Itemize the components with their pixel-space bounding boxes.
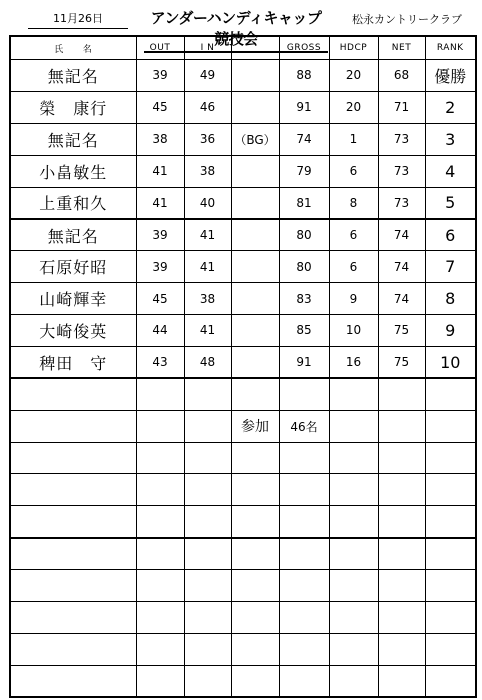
empty-row — [10, 378, 476, 410]
empty-cell — [184, 601, 231, 633]
table-row — [10, 315, 476, 347]
empty-cell — [184, 474, 231, 506]
table-row — [10, 155, 476, 187]
gross-score: 85 — [279, 315, 329, 347]
empty-cell — [10, 506, 136, 538]
table-row — [10, 91, 476, 123]
player-name: 山崎輝幸 — [10, 283, 136, 315]
empty-cell — [136, 633, 184, 665]
in-score: 38 — [184, 155, 231, 187]
empty-cell — [184, 633, 231, 665]
rank-value: 10 — [425, 346, 476, 378]
column-header-out: OUT — [136, 36, 184, 60]
out-score: 45 — [136, 91, 184, 123]
in-score: 41 — [184, 251, 231, 283]
empty-cell — [425, 601, 476, 633]
empty-row — [10, 474, 476, 506]
empty-cell — [425, 474, 476, 506]
empty-cell — [279, 378, 329, 410]
note-cell — [231, 60, 279, 92]
empty-cell — [279, 474, 329, 506]
participant-count: 46名 — [279, 410, 329, 442]
empty-cell — [378, 506, 425, 538]
empty-cell — [231, 442, 279, 474]
player-name: 無記名 — [10, 219, 136, 251]
empty-cell — [136, 474, 184, 506]
empty-cell — [378, 442, 425, 474]
net-score: 74 — [378, 219, 425, 251]
empty-cell — [231, 601, 279, 633]
gross-score: 81 — [279, 187, 329, 219]
empty-cell — [329, 474, 378, 506]
empty-row — [10, 601, 476, 633]
in-score: 49 — [184, 60, 231, 92]
gross-score: 80 — [279, 219, 329, 251]
column-header-name: 氏 名 — [10, 36, 136, 60]
empty-row — [10, 442, 476, 474]
note-cell — [231, 155, 279, 187]
rank-value: 優勝 — [425, 60, 476, 92]
note-cell: （BG） — [231, 123, 279, 155]
rank-value: 3 — [425, 123, 476, 155]
gross-score: 91 — [279, 91, 329, 123]
empty-cell — [279, 570, 329, 602]
in-score: 48 — [184, 346, 231, 378]
empty-cell — [378, 474, 425, 506]
empty-cell — [378, 410, 425, 442]
out-score: 45 — [136, 283, 184, 315]
in-score: 46 — [184, 91, 231, 123]
empty-cell — [184, 506, 231, 538]
net-score: 73 — [378, 155, 425, 187]
rank-value: 7 — [425, 251, 476, 283]
empty-cell — [329, 633, 378, 665]
empty-cell — [425, 665, 476, 697]
participation-row — [10, 410, 476, 442]
empty-cell — [231, 538, 279, 570]
empty-cell — [279, 506, 329, 538]
empty-cell — [10, 570, 136, 602]
net-score: 75 — [378, 315, 425, 347]
empty-cell — [425, 633, 476, 665]
gross-score: 74 — [279, 123, 329, 155]
empty-cell — [10, 538, 136, 570]
rank-value: 4 — [425, 155, 476, 187]
net-score: 74 — [378, 251, 425, 283]
table-row — [10, 123, 476, 155]
empty-cell — [231, 474, 279, 506]
in-score: 38 — [184, 283, 231, 315]
empty-row — [10, 633, 476, 665]
empty-cell — [184, 665, 231, 697]
net-score: 73 — [378, 187, 425, 219]
hdcp-value: 8 — [329, 187, 378, 219]
empty-cell — [184, 378, 231, 410]
empty-cell — [231, 665, 279, 697]
empty-cell — [329, 601, 378, 633]
rank-value: 9 — [425, 315, 476, 347]
column-header-hdcp: HDCP — [329, 36, 378, 60]
empty-cell — [136, 378, 184, 410]
empty-row — [10, 538, 476, 570]
empty-cell — [231, 378, 279, 410]
empty-cell — [136, 442, 184, 474]
empty-cell — [231, 570, 279, 602]
column-header-gross: GROSS — [279, 36, 329, 60]
column-header-net: NET — [378, 36, 425, 60]
player-name: 石原好昭 — [10, 251, 136, 283]
column-header-note — [231, 36, 279, 60]
empty-cell — [136, 506, 184, 538]
player-name: 榮 康行 — [10, 91, 136, 123]
empty-cell — [329, 665, 378, 697]
table-row — [10, 251, 476, 283]
empty-cell — [10, 665, 136, 697]
player-name: 無記名 — [10, 123, 136, 155]
empty-cell — [329, 538, 378, 570]
empty-cell — [425, 410, 476, 442]
net-score: 68 — [378, 60, 425, 92]
note-cell — [231, 91, 279, 123]
player-name: 小畠敏生 — [10, 155, 136, 187]
empty-cell — [329, 570, 378, 602]
hdcp-value: 20 — [329, 91, 378, 123]
empty-cell — [279, 601, 329, 633]
empty-cell — [10, 442, 136, 474]
out-score: 41 — [136, 155, 184, 187]
table-row — [10, 187, 476, 219]
empty-row — [10, 570, 476, 602]
event-date: 11月26日 — [28, 10, 128, 29]
gross-score: 83 — [279, 283, 329, 315]
empty-cell — [425, 506, 476, 538]
empty-cell — [279, 442, 329, 474]
column-header-rank: RANK — [425, 36, 476, 60]
empty-cell — [136, 665, 184, 697]
empty-cell — [10, 378, 136, 410]
results-table — [9, 35, 477, 698]
rank-value: 2 — [425, 91, 476, 123]
out-score: 39 — [136, 251, 184, 283]
empty-cell — [329, 378, 378, 410]
empty-cell — [378, 665, 425, 697]
empty-cell — [279, 538, 329, 570]
empty-cell — [136, 410, 184, 442]
note-cell — [231, 219, 279, 251]
empty-cell — [279, 665, 329, 697]
table-row — [10, 283, 476, 315]
empty-cell — [378, 570, 425, 602]
gross-score: 88 — [279, 60, 329, 92]
in-score: 41 — [184, 315, 231, 347]
empty-cell — [184, 442, 231, 474]
net-score: 75 — [378, 346, 425, 378]
empty-cell — [329, 506, 378, 538]
gross-score: 79 — [279, 155, 329, 187]
empty-cell — [184, 538, 231, 570]
out-score: 44 — [136, 315, 184, 347]
empty-cell — [184, 410, 231, 442]
page-title: アンダーハンディキャップ競技会 — [144, 7, 328, 53]
empty-cell — [425, 538, 476, 570]
empty-cell — [10, 601, 136, 633]
player-name: 無記名 — [10, 60, 136, 92]
empty-row — [10, 506, 476, 538]
player-name: 大崎俊英 — [10, 315, 136, 347]
empty-cell — [378, 633, 425, 665]
empty-cell — [136, 538, 184, 570]
empty-cell — [425, 378, 476, 410]
net-score: 71 — [378, 91, 425, 123]
note-cell — [231, 187, 279, 219]
hdcp-value: 6 — [329, 155, 378, 187]
empty-cell — [231, 506, 279, 538]
table-row — [10, 60, 476, 92]
net-score: 74 — [378, 283, 425, 315]
participation-label: 参加 — [231, 410, 279, 442]
empty-cell — [329, 410, 378, 442]
rank-value: 8 — [425, 283, 476, 315]
column-header-in: I N — [184, 36, 231, 60]
out-score: 43 — [136, 346, 184, 378]
gross-score: 91 — [279, 346, 329, 378]
empty-cell — [10, 474, 136, 506]
in-score: 40 — [184, 187, 231, 219]
in-score: 41 — [184, 219, 231, 251]
empty-cell — [378, 538, 425, 570]
empty-cell — [425, 570, 476, 602]
player-name: 上重和久 — [10, 187, 136, 219]
player-name: 稗田 守 — [10, 346, 136, 378]
out-score: 41 — [136, 187, 184, 219]
table-header-row — [10, 36, 476, 60]
empty-row — [10, 665, 476, 697]
venue-name: 松永カントリークラブ — [352, 13, 462, 26]
hdcp-value: 16 — [329, 346, 378, 378]
rank-value: 6 — [425, 219, 476, 251]
hdcp-value: 1 — [329, 123, 378, 155]
hdcp-value: 9 — [329, 283, 378, 315]
hdcp-value: 6 — [329, 219, 378, 251]
out-score: 39 — [136, 60, 184, 92]
gross-score: 80 — [279, 251, 329, 283]
note-cell — [231, 283, 279, 315]
out-score: 39 — [136, 219, 184, 251]
note-cell — [231, 251, 279, 283]
empty-cell — [231, 633, 279, 665]
empty-cell — [279, 633, 329, 665]
hdcp-value: 6 — [329, 251, 378, 283]
empty-cell — [184, 570, 231, 602]
empty-cell — [10, 633, 136, 665]
note-cell — [231, 346, 279, 378]
table-row — [10, 346, 476, 378]
empty-cell — [329, 442, 378, 474]
note-cell — [231, 315, 279, 347]
empty-cell — [10, 410, 136, 442]
out-score: 38 — [136, 123, 184, 155]
empty-cell — [136, 601, 184, 633]
rank-value: 5 — [425, 187, 476, 219]
empty-cell — [136, 570, 184, 602]
hdcp-value: 10 — [329, 315, 378, 347]
empty-cell — [425, 442, 476, 474]
table-row — [10, 219, 476, 251]
empty-cell — [378, 601, 425, 633]
net-score: 73 — [378, 123, 425, 155]
hdcp-value: 20 — [329, 60, 378, 92]
in-score: 36 — [184, 123, 231, 155]
empty-cell — [378, 378, 425, 410]
